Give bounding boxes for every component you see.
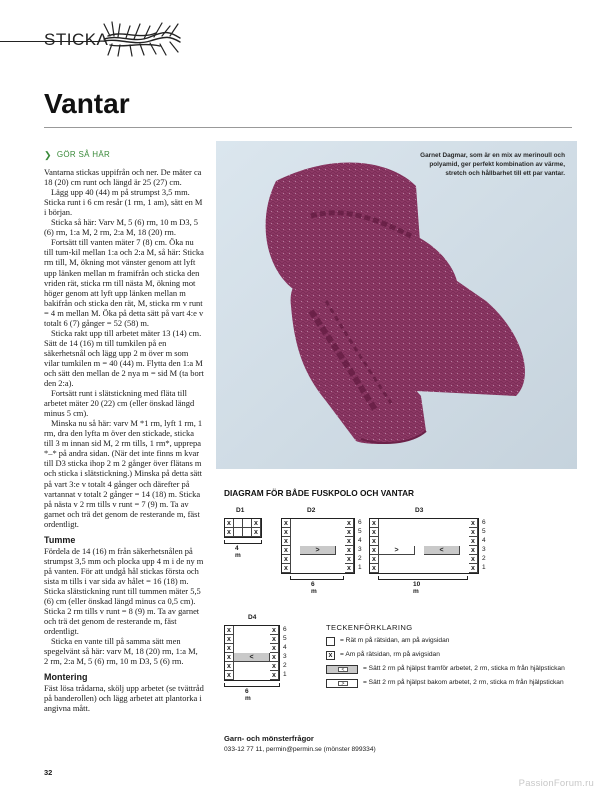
chart-label: D1 bbox=[236, 507, 245, 514]
paragraph: Fäst lösa trådarna, skölj upp arbetet (se tvättråd på banderollen) och lägg arbetet att plantorka i angivna mått. bbox=[44, 683, 204, 714]
mittens-photo bbox=[216, 141, 577, 469]
paragraph: Sticka en vante till på samma sätt men spegelvänt så här: varv M, 18 (20) rm, 1:a M, 2 rm, 2:a M, 5 (6) rm, 10 m D3, 5 (6) rm. bbox=[44, 636, 198, 667]
row-number: 1 bbox=[283, 671, 287, 678]
stitch-grid: x x x x bbox=[224, 518, 262, 538]
yarn-skein-icon bbox=[100, 18, 184, 58]
row-number: 6 bbox=[283, 626, 287, 633]
cable-right-symbol: > bbox=[326, 679, 358, 688]
stitch-grid: x x x x x x x > < x x x x x bbox=[369, 518, 479, 574]
row-number: 2 bbox=[358, 555, 362, 562]
row-number: 1 bbox=[482, 564, 486, 571]
width-label: 4 m bbox=[235, 545, 241, 559]
mittens-image bbox=[216, 141, 577, 469]
paragraph: Fortsätt runt i slätstickning med fläta till arbetet mäter 20 (22) cm (eller önskad längd minus 5 cm). bbox=[44, 388, 195, 419]
stitch-grid: x x x x x x x > x x x x x bbox=[281, 518, 355, 574]
instructions-column bbox=[44, 150, 204, 714]
row-number: 4 bbox=[358, 537, 362, 544]
paragraph: Fortsätt till vanten mäter 7 (8) cm. Öka nu till tum-kil mellan 1:a och 2:a M, så här: Sticka rm till, M, ökning mot vänster genom att lyft upp länken mellan m framifrån och sticka den vriden rät, sticka rm till nästa M, ökning mot höger genom att lyft upp länken mellan m bakifrån och sticka den rät, M, sticka rm v runt = 4 m mellan M. Öka på detta sätt på vart 4:e v totalt 6 (7) gånger = 52 (58) m. bbox=[44, 237, 204, 328]
chart-label: D2 bbox=[307, 507, 316, 514]
row-number: 2 bbox=[283, 662, 287, 669]
width-label: 6 m bbox=[311, 581, 317, 595]
section-label: STICKA bbox=[44, 30, 109, 49]
page-number: 32 bbox=[44, 768, 53, 777]
row-number: 2 bbox=[482, 555, 486, 562]
row-number: 6 bbox=[358, 519, 362, 526]
row-number: 3 bbox=[283, 653, 287, 660]
chart-label: D4 bbox=[248, 614, 257, 621]
subheading-label: GÖR SÅ HÄR bbox=[56, 150, 111, 159]
legend-item bbox=[326, 665, 581, 674]
width-label: 10 m bbox=[413, 581, 421, 595]
stitch-grid: x x x x x x x < x x x x x bbox=[224, 625, 280, 681]
paragraph: Fördela de 14 (16) m från säkerhetsnålen på strumpst 3,5 mm och plocka upp 4 m i de ny m på vanten. För att undgå hål stickas första och sista m tills i var sida av hålet = 16 (18) m. Sticka slätstickning runt till tummen mäter 5,5 (6) cm (eller önskad längd minus ca 0,5 cm). Sticka 2 rm tills v runt = 8 (9) m. Ta av garnet och trä det genom de resterande m, fäst ordentligt. bbox=[44, 545, 204, 637]
paragraph: Minska nu så här: varv M *1 rm, lyft 1 rm, 1 rm, dra den lyfta m över den stickade, sticka till 3 m innan sid M, 2 rm tills, 1 rm*, upprepa *–* på andra sidan. (När det inte finns m kvar till D3 sticka ihop 2 m 2 gånger över flätans m och sticka i slätstickning.) Minska på detta sätt på vart 3:e v totalt 4 gånger och därefter på vartannat v totalt 2 gånger = 14 (18) m. Sticka på nästa v 2 rm tills v runt = 7 (9) m. Ta av garnet och trä det genom de resterande m, fäst ordentligt. bbox=[44, 418, 203, 529]
tumme-heading: Tumme bbox=[44, 534, 76, 545]
row-number: 4 bbox=[482, 537, 486, 544]
chart-label: D3 bbox=[415, 507, 424, 514]
width-bracket bbox=[378, 576, 468, 580]
legend-text: = Am på rätsidan, rm på avigsidan bbox=[340, 651, 440, 658]
width-label: 6 m bbox=[245, 688, 251, 702]
row-number: 5 bbox=[358, 528, 362, 535]
legend-text: = Sätt 2 rm på hjälpst bakom arbetet, 2 rm, sticka m från hjälpstickan bbox=[363, 679, 564, 686]
purl-stitch-symbol: x bbox=[326, 651, 335, 660]
legend-item bbox=[326, 637, 581, 646]
title-divider bbox=[44, 127, 572, 128]
cable-left-symbol: < bbox=[326, 665, 358, 674]
paragraph: Sticka så här: Varv M, 5 (6) rm, 10 m D3, 5 (6) rm, 1:a M, 2 rm, 2:a M, 18 (20) rm. bbox=[44, 217, 199, 238]
legend-heading: TECKENFÖRKLARING bbox=[326, 623, 413, 632]
legend-text: = Rät m på rätsidan, am på avigsidan bbox=[340, 637, 450, 644]
paragraph: Lägg upp 40 (44) m på strumpst 3,5 mm. Sticka runt i 6 cm resår (1 rm, 1 am), sätt en M i början. bbox=[44, 187, 203, 218]
diagram-title: DIAGRAM FÖR BÅDE FUSKPOLO OCH VANTAR bbox=[224, 488, 415, 498]
contact-heading: Garn- och mönsterfrågor bbox=[224, 734, 314, 743]
knit-stitch-symbol bbox=[326, 637, 335, 646]
chevron-right-icon: ❯ bbox=[44, 150, 52, 160]
width-bracket bbox=[224, 540, 262, 544]
watermark: PassionForum.ru bbox=[518, 778, 594, 789]
subheading bbox=[44, 150, 204, 160]
width-bracket bbox=[224, 683, 280, 687]
contact-text: 033-12 77 11, permin@permin.se (mönster 899334) bbox=[224, 746, 376, 753]
row-number: 1 bbox=[358, 564, 362, 571]
paragraph: Sticka rakt upp till arbetet mäter 13 (14) cm. Sätt de 14 (16) m till tumkilen på en säkerhetsnål och lägg upp 2 m över m som vilar tumkilen m = 40 (44) m. Flytta den 1:a M och sätt den mellan de 2 nya m = sid M (ta bort den 2:a). bbox=[44, 327, 204, 389]
legend-item bbox=[326, 679, 581, 688]
row-number: 3 bbox=[482, 546, 486, 553]
row-number: 6 bbox=[482, 519, 486, 526]
legend-text: = Sätt 2 rm på hjälpst framför arbetet, 2 rm, sticka m från hjälpstickan bbox=[363, 665, 565, 672]
width-bracket bbox=[290, 576, 344, 580]
row-number: 5 bbox=[283, 635, 287, 642]
legend bbox=[326, 623, 581, 693]
row-number: 4 bbox=[283, 644, 287, 651]
legend-item bbox=[326, 651, 581, 660]
row-number: 3 bbox=[358, 546, 362, 553]
montering-heading: Montering bbox=[44, 672, 88, 683]
photo-caption: Garnet Dagmar, som är en mix av merinoull och polyamid, ger perfekt kombination av värme, stretch och hållbarhet till ett par vantar. bbox=[420, 152, 565, 177]
contact-block bbox=[224, 734, 376, 753]
row-number: 5 bbox=[482, 528, 486, 535]
page-title: Vantar bbox=[44, 88, 130, 119]
paragraph: Vantarna stickas uppifrån och ner. De mäter ca 18 (20) cm runt och längd är 25 (27) cm. bbox=[44, 167, 202, 188]
